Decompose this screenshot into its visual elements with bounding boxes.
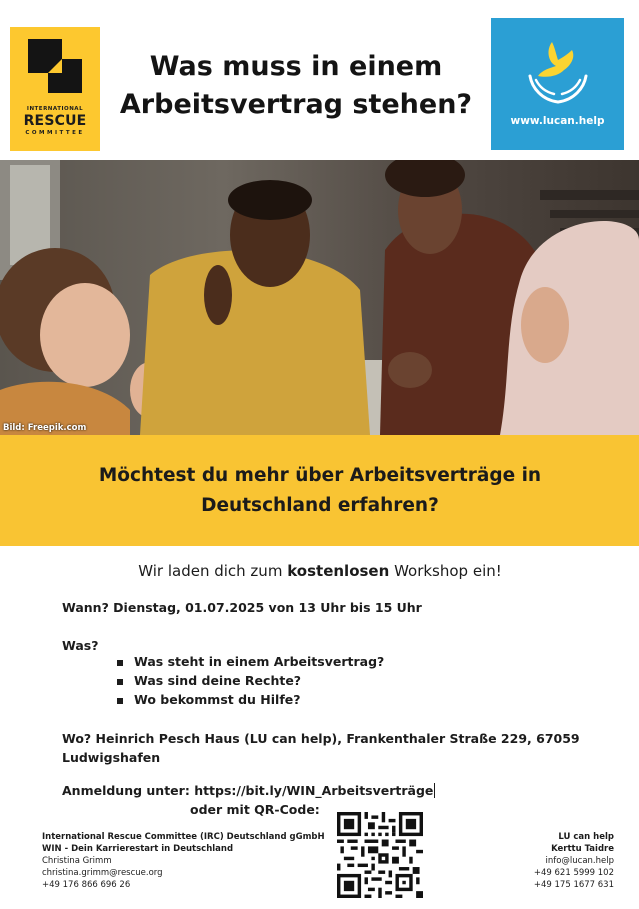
invite-line	[60, 562, 580, 580]
footer-left-name: Christina Grimm	[42, 856, 112, 866]
footer-right-phone1: +49 621 5999 102	[533, 868, 614, 878]
what-list	[117, 654, 384, 711]
footer-left-email[interactable]: christina.grimm@rescue.org	[42, 868, 163, 878]
title-line2: Arbeitsvertrag stehen?	[119, 89, 473, 120]
where-line1: Wo? Heinrich Pesch Haus (LU can help), Frankenthaler Straße 229, 67059	[62, 731, 580, 746]
footer-right-org: LU can help	[558, 832, 614, 842]
photo-credit: Bild: Freepik.com	[3, 423, 87, 433]
registration-link[interactable]: https://bit.ly/WIN_Arbeitsverträge	[194, 783, 434, 798]
footer-left-org: International Rescue Committee (IRC) Deutschland gGmbH	[42, 832, 325, 842]
list-item: Wo bekommst du Hilfe?	[117, 692, 384, 711]
irc-logo-line3: COMMITTEE	[25, 130, 85, 136]
footer-left-program: WIN - Dein Karrierestart in Deutschland	[42, 844, 234, 854]
lucan-logo	[491, 18, 624, 150]
page-title	[110, 48, 482, 124]
footer-right-email[interactable]: info@lucan.help	[545, 856, 614, 866]
invite-bold: kostenlosen	[287, 562, 390, 580]
irc-logo-line2: RESCUE	[23, 113, 87, 129]
group-photo-image	[0, 160, 639, 435]
list-item: Was steht in einem Arbeitsvertrag?	[117, 654, 384, 673]
dove-hands-icon	[522, 36, 594, 108]
irc-logo-line1: INTERNATIONAL	[26, 106, 84, 112]
footer-left	[42, 831, 325, 891]
banner-text	[60, 461, 580, 521]
where-line2: Ludwigshafen	[62, 750, 161, 765]
footer-right-phone2: +49 175 1677 631	[533, 880, 614, 890]
irc-mark-icon	[28, 39, 82, 93]
when-line: Wann? Dienstag, 01.07.2025 von 13 Uhr bis 15 Uhr	[62, 600, 422, 615]
header-photo	[0, 160, 639, 435]
registration-line	[62, 783, 435, 798]
what-label: Was?	[62, 638, 99, 653]
where-block	[62, 729, 622, 767]
footer-right-name: Kerttu Taidre	[551, 844, 614, 854]
registration-label: Anmeldung unter:	[62, 783, 190, 798]
qr-label: oder mit QR-Code:	[190, 802, 320, 817]
list-item: Was sind deine Rechte?	[117, 673, 384, 692]
title-line1: Was muss in einem	[149, 51, 443, 82]
invite-after: Workshop ein!	[394, 562, 502, 580]
irc-logo	[10, 27, 100, 151]
banner-line1: Möchtest du mehr über Arbeitsverträge in	[98, 465, 542, 486]
lucan-url: www.lucan.help	[510, 115, 605, 127]
invite-before: Wir laden dich zum	[138, 562, 283, 580]
footer-left-phone: +49 176 866 696 26	[42, 880, 131, 890]
qr-code[interactable]	[337, 812, 423, 898]
footer-right	[534, 831, 614, 891]
banner-line2: Deutschland erfahren?	[201, 495, 439, 516]
